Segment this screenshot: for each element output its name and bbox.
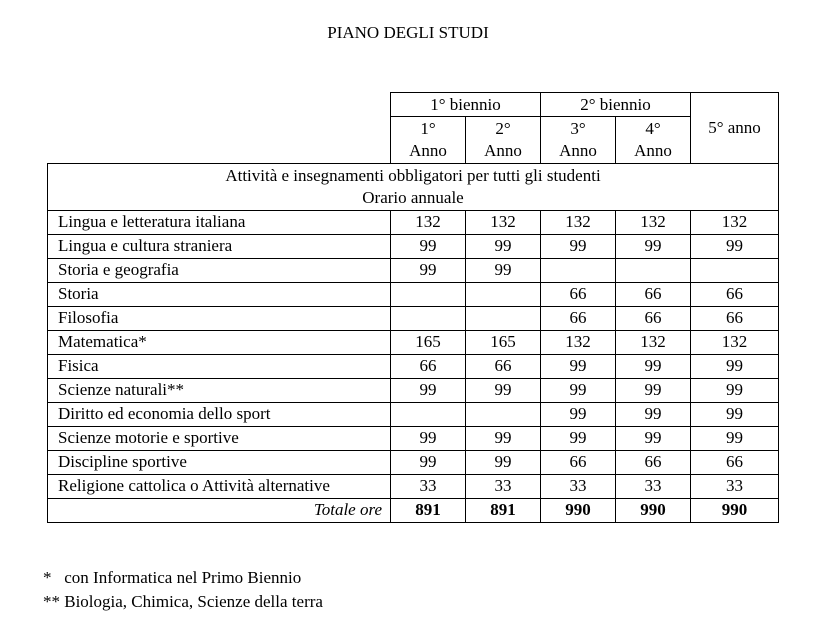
hours-year-2 (466, 402, 541, 426)
subject-name: Lingua e cultura straniera (48, 234, 391, 258)
hours-year-5: 33 (691, 474, 779, 498)
subject-name: Diritto ed economia dello sport (48, 402, 391, 426)
hours-year-2: 165 (466, 330, 541, 354)
hours-year-5: 66 (691, 282, 779, 306)
subject-name: Religione cattolica o Attività alternative (48, 474, 391, 498)
hours-year-4: 132 (616, 210, 691, 234)
total-year-5: 990 (691, 498, 779, 522)
header-blank-cell (48, 117, 391, 140)
page-title: PIANO DEGLI STUDI (327, 23, 489, 42)
header-year-2-number: 2° (495, 118, 511, 138)
table-row (48, 426, 779, 450)
section-title (48, 163, 779, 210)
hours-year-1: 99 (391, 234, 466, 258)
table-row (48, 450, 779, 474)
subject-name: Storia (48, 282, 391, 306)
header-year-4-word: Anno (634, 140, 672, 160)
subject-name: Scienze naturali** (48, 378, 391, 402)
table-row (48, 378, 779, 402)
hours-year-2: 33 (466, 474, 541, 498)
hours-year-5: 132 (691, 210, 779, 234)
total-year-2: 891 (466, 498, 541, 522)
table-row (48, 306, 779, 330)
hours-year-4: 99 (616, 402, 691, 426)
subject-rows (48, 210, 779, 498)
hours-year-3: 132 (541, 330, 616, 354)
hours-year-4: 99 (616, 426, 691, 450)
hours-year-5: 99 (691, 234, 779, 258)
hours-year-4: 66 (616, 450, 691, 474)
hours-year-1: 99 (391, 426, 466, 450)
study-plan-body (48, 93, 779, 211)
hours-year-1: 99 (391, 258, 466, 282)
footnote-informatica: * con Informatica nel Primo Biennio (43, 568, 302, 587)
study-plan-table (47, 92, 779, 523)
hours-year-2: 66 (466, 354, 541, 378)
hours-year-3: 99 (541, 234, 616, 258)
header-year-3-word: Anno (559, 140, 597, 160)
hours-year-3: 99 (541, 354, 616, 378)
table-row (48, 234, 779, 258)
hours-year-5 (691, 258, 779, 282)
header-biennio-1: 1° biennio (391, 93, 541, 117)
hours-year-2: 99 (466, 234, 541, 258)
hours-year-5: 99 (691, 426, 779, 450)
subject-name: Storia e geografia (48, 258, 391, 282)
hours-year-2: 132 (466, 210, 541, 234)
hours-year-2: 99 (466, 378, 541, 402)
subject-name: Matematica* (48, 330, 391, 354)
table-row (48, 210, 779, 234)
section-row (48, 163, 779, 210)
hours-year-1: 132 (391, 210, 466, 234)
subject-name: Filosofia (48, 306, 391, 330)
section-title-line-2: Orario annuale (362, 187, 464, 207)
hours-year-4: 99 (616, 234, 691, 258)
header-biennio-2: 2° biennio (541, 93, 691, 117)
table-row (48, 402, 779, 426)
hours-year-5: 99 (691, 354, 779, 378)
section-title-line-1: Attività e insegnamenti obbligatori per tutti gli studenti (225, 165, 601, 185)
hours-year-4: 132 (616, 330, 691, 354)
header-year-1 (391, 117, 466, 164)
total-row (48, 498, 779, 522)
subject-name: Scienze motorie e sportive (48, 426, 391, 450)
table-row (48, 474, 779, 498)
header-year-2 (466, 117, 541, 164)
table-row (48, 282, 779, 306)
subject-name: Discipline sportive (48, 450, 391, 474)
subject-name: Lingua e letteratura italiana (48, 210, 391, 234)
header-year-5: 5° anno (691, 93, 779, 164)
hours-year-3: 99 (541, 426, 616, 450)
total-year-4: 990 (616, 498, 691, 522)
hours-year-3: 132 (541, 210, 616, 234)
hours-year-1: 99 (391, 378, 466, 402)
hours-year-1 (391, 282, 466, 306)
hours-year-5: 132 (691, 330, 779, 354)
footnotes (43, 566, 323, 614)
hours-year-2 (466, 306, 541, 330)
total-year-3: 990 (541, 498, 616, 522)
total-year-1: 891 (391, 498, 466, 522)
hours-year-3 (541, 258, 616, 282)
header-year-4-number: 4° (645, 118, 661, 138)
hours-year-3: 99 (541, 378, 616, 402)
header-year-4 (616, 117, 691, 164)
hours-year-2: 99 (466, 426, 541, 450)
hours-year-4 (616, 258, 691, 282)
hours-year-3: 99 (541, 402, 616, 426)
hours-year-2: 99 (466, 450, 541, 474)
hours-year-1: 165 (391, 330, 466, 354)
table-row (48, 258, 779, 282)
hours-year-4: 33 (616, 474, 691, 498)
total-body (48, 498, 779, 522)
hours-year-3: 66 (541, 306, 616, 330)
table-row (48, 330, 779, 354)
header-year-3 (541, 117, 616, 164)
hours-year-3: 66 (541, 450, 616, 474)
hours-year-4: 99 (616, 354, 691, 378)
hours-year-5: 66 (691, 306, 779, 330)
total-label: Totale ore (48, 498, 391, 522)
hours-year-5: 66 (691, 450, 779, 474)
table-row (48, 354, 779, 378)
hours-year-1: 99 (391, 450, 466, 474)
hours-year-1 (391, 402, 466, 426)
header-blank-cell (48, 93, 391, 117)
subject-name: Fisica (48, 354, 391, 378)
hours-year-4: 66 (616, 306, 691, 330)
header-year-2-word: Anno (484, 140, 522, 160)
hours-year-3: 33 (541, 474, 616, 498)
hours-year-5: 99 (691, 402, 779, 426)
header-row-year-number (48, 117, 779, 140)
header-year-1-word: Anno (409, 140, 447, 160)
hours-year-4: 66 (616, 282, 691, 306)
hours-year-1: 33 (391, 474, 466, 498)
header-blank-cell (48, 140, 391, 164)
hours-year-4: 99 (616, 378, 691, 402)
header-year-3-number: 3° (570, 118, 586, 138)
hours-year-1: 66 (391, 354, 466, 378)
header-row-biennio (48, 93, 779, 117)
hours-year-3: 66 (541, 282, 616, 306)
hours-year-1 (391, 306, 466, 330)
header-year-1-number: 1° (420, 118, 436, 138)
footnote-scienze: ** Biologia, Chimica, Scienze della terra (43, 592, 323, 611)
hours-year-2: 99 (466, 258, 541, 282)
hours-year-2 (466, 282, 541, 306)
hours-year-5: 99 (691, 378, 779, 402)
